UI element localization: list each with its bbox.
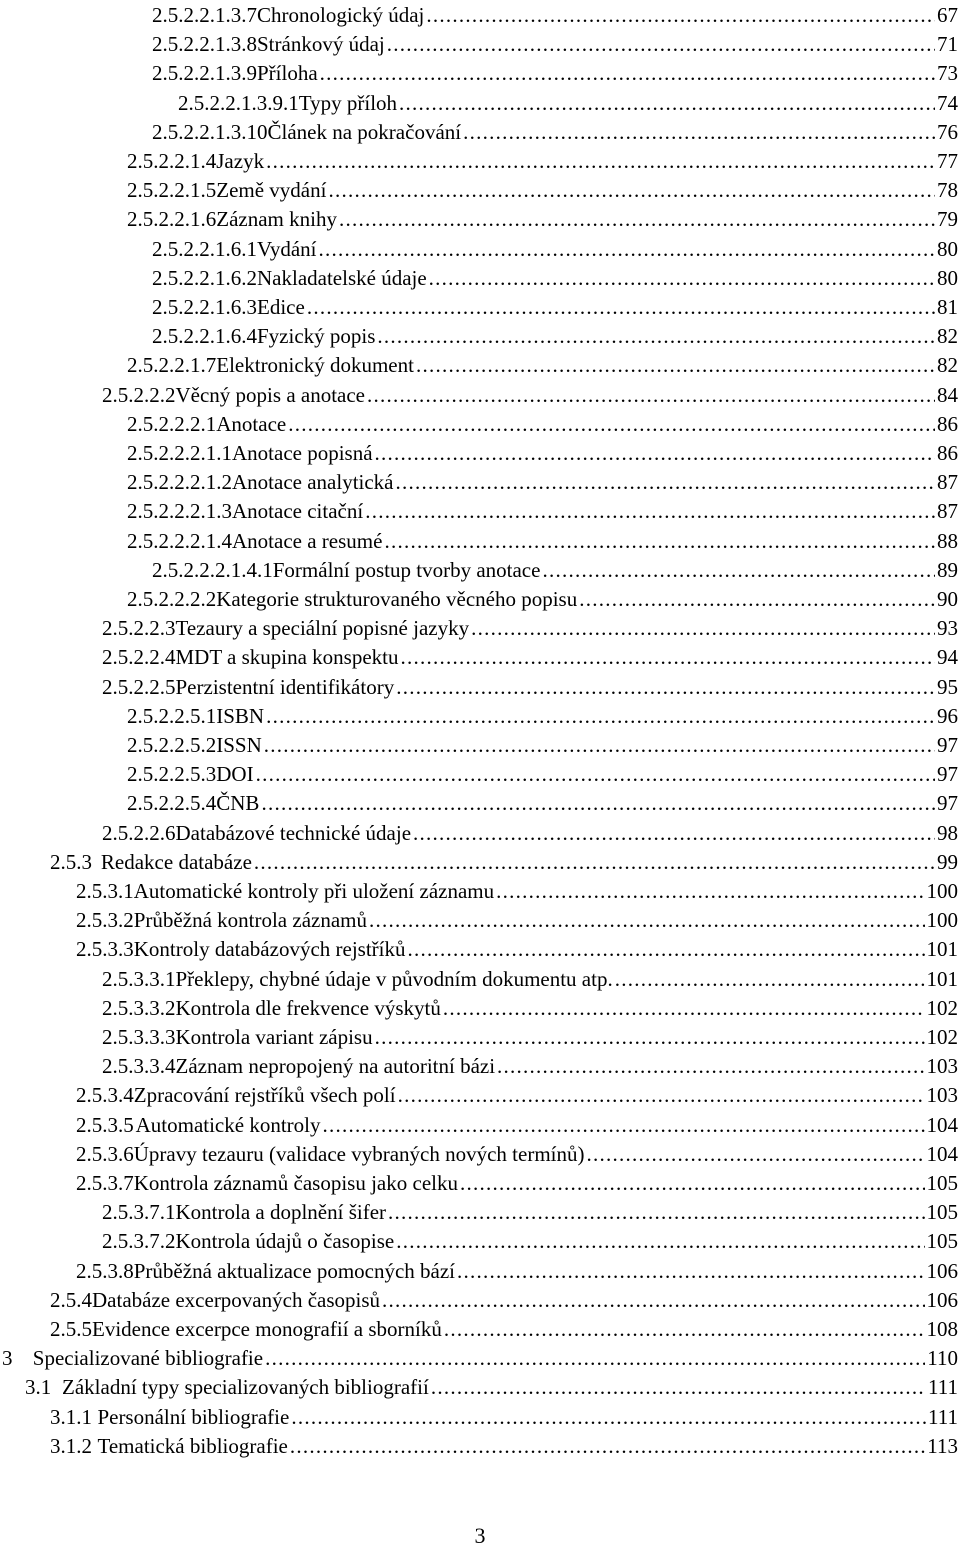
toc-entry-title: Redakce databáze (100, 849, 252, 874)
toc-leader-dots (387, 29, 935, 59)
toc-entry-title: Článek na pokračování (267, 119, 462, 144)
toc-entry-page: 104 (926, 1141, 958, 1166)
toc-entry (50, 1431, 958, 1461)
toc-entry-page: 99 (937, 849, 958, 874)
toc-entry-number: 2.5.2.2.6 (102, 820, 176, 845)
toc-entry-number: 2.5.2.2.2.1.4.1 (152, 557, 273, 582)
toc-entry (127, 467, 958, 497)
toc-entry (25, 1372, 958, 1402)
toc-entry-number: 2.5.3.6 (76, 1141, 134, 1166)
toc-entry (102, 380, 958, 410)
toc-entry-number: 2.5.2.2.1.7 (127, 353, 217, 378)
toc-entry-title: Anotace analytická (232, 470, 394, 495)
toc-entry (127, 759, 958, 789)
toc-entry-number: 2.5.3.7 (76, 1171, 134, 1195)
toc-leader-dots (496, 876, 924, 906)
toc-leader-dots (416, 350, 935, 380)
toc-entry-number: 2.5.2.2.5 (102, 674, 176, 699)
toc-entry-page: 87 (937, 499, 958, 524)
toc-entry-number: 2.5.2.2.2.1.1 (127, 441, 232, 465)
toc-entry (127, 730, 958, 760)
toc-entry-title: Kontroly databázových rejstříků (133, 937, 406, 962)
toc-entry-number: 2.5.2.2.5.1 (127, 703, 217, 728)
toc-leader-dots (320, 58, 935, 88)
toc-entry (76, 1168, 958, 1198)
toc-entry (76, 1080, 958, 1110)
toc-entry-title: Databáze excerpovaných časopisů (92, 1287, 381, 1312)
toc-entry (76, 1139, 958, 1169)
toc-entry-title: Personální bibliografie (97, 1404, 290, 1429)
toc-leader-dots (264, 730, 935, 760)
toc-entry-page: 74 (937, 90, 958, 115)
toc-leader-dots (542, 555, 935, 585)
toc-entry-page: 87 (937, 470, 958, 495)
toc-leader-dots (375, 438, 935, 468)
toc-entry-page: 86 (937, 441, 958, 465)
toc-entry-page: 79 (937, 207, 958, 232)
toc-entry-title: Země vydání (216, 178, 327, 203)
toc-entry (152, 321, 958, 351)
toc-entry-page: 82 (937, 324, 958, 349)
toc-leader-dots (444, 1314, 925, 1344)
toc-entry-title: Evidence excerpce monografií a sborníků (92, 1317, 442, 1341)
toc-entry-title: Kontrola dle frekvence výskytů (175, 995, 441, 1020)
toc-entry-page: 101 (926, 966, 958, 991)
toc-entry-page: 113 (927, 1433, 958, 1458)
toc-entry-title: Kontrola údajů o časopise (175, 1229, 395, 1254)
toc-entry-title: Stránkový údaj (257, 32, 385, 57)
toc-entry (102, 672, 958, 702)
toc-entry (2, 1343, 958, 1373)
toc-entry-page: 97 (937, 791, 958, 816)
toc-entry-title: Kontrola záznamů časopisu jako celku (133, 1171, 458, 1195)
toc-entry-number: 3.1.2 (50, 1433, 92, 1458)
toc-entry (102, 1051, 958, 1081)
toc-entry-page: 81 (937, 295, 958, 319)
toc-entry (127, 526, 958, 556)
toc-entry-page: 110 (927, 1346, 958, 1371)
toc-entry (50, 1314, 958, 1344)
toc-entry-number: 2.5.3.3.2 (102, 995, 176, 1020)
toc-entry-page: 102 (926, 1025, 958, 1049)
toc-entry (152, 292, 958, 322)
toc-entry-number: 2.5.2.2.1.6.3 (152, 295, 257, 319)
toc-entry (152, 234, 958, 264)
toc-leader-dots (429, 263, 935, 293)
toc-leader-dots (254, 847, 935, 877)
toc-leader-dots (396, 672, 935, 702)
toc-entry-number: 2.5.5 (50, 1317, 92, 1341)
toc-leader-dots (399, 88, 935, 118)
toc-entry (178, 88, 958, 118)
toc-entry-title: Záznam knihy (216, 207, 337, 232)
toc-leader-dots (388, 1197, 924, 1227)
toc-leader-dots (413, 818, 935, 848)
toc-leader-dots (291, 1402, 926, 1432)
toc-entry-page: 106 (926, 1287, 958, 1312)
toc-leader-dots (443, 993, 925, 1023)
toc-entry-title: Typy příloh (298, 90, 398, 115)
toc-leader-dots (307, 292, 935, 322)
toc-entry-title: Zpracování rejstříků všech polí (133, 1083, 396, 1108)
toc-entry-page: 98 (937, 820, 958, 845)
toc-entry-page: 100 (926, 879, 958, 903)
toc-leader-dots (579, 584, 935, 614)
toc-entry-title: Průběžná kontrola záznamů (133, 908, 367, 933)
toc-entry-number: 3.1.1 (50, 1404, 92, 1429)
toc-entry-page: 82 (937, 353, 958, 378)
toc-entry (50, 1402, 958, 1432)
toc-entry-number: 2.5.2.2.1.6.4 (152, 324, 257, 349)
toc-entry-number: 3 (2, 1346, 13, 1371)
toc-entry-title: Jazyk (216, 149, 265, 173)
toc-entry-page: 105 (926, 1171, 958, 1195)
toc-entry (76, 905, 958, 935)
toc-entry (127, 584, 958, 614)
toc-entry (152, 58, 958, 88)
toc-entry-number: 2.5.2.2.4 (102, 645, 176, 670)
toc-entry-number: 2.5.3.7.1 (102, 1200, 176, 1225)
toc-leader-dots (471, 613, 935, 643)
toc-entry-title: DOI (216, 762, 254, 787)
toc-entry-page: 86 (937, 411, 958, 436)
toc-entry-number: 2.5.2.2.2.1.2 (127, 470, 232, 495)
toc-entry (127, 350, 958, 380)
toc-entry-number: 2.5.2.2.2.1.3 (127, 499, 232, 524)
toc-entry (76, 1256, 958, 1286)
toc-entry-number: 2.5.2.2.1.5 (127, 178, 217, 203)
toc-entry-page: 76 (937, 119, 958, 144)
toc-entry-page: 111 (928, 1375, 958, 1400)
toc-entry (152, 0, 958, 30)
toc-entry-title: Nakladatelské údaje (257, 265, 427, 290)
toc-entry-page: 97 (937, 733, 958, 757)
toc-entry (127, 175, 958, 205)
toc-entry (102, 1226, 958, 1256)
toc-leader-dots (426, 0, 935, 30)
toc-entry-title: Kontrola variant zápisu (175, 1025, 373, 1049)
toc-entry (76, 1110, 958, 1140)
toc-leader-dots (288, 409, 935, 439)
toc-entry-page: 77 (937, 149, 958, 173)
toc-entry-title: Specializované bibliografie (32, 1346, 264, 1371)
toc-entry (102, 818, 958, 848)
toc-entry (127, 701, 958, 731)
toc-entry-title: Formální postup tvorby anotace (272, 557, 541, 582)
toc-entry-page: 108 (926, 1317, 958, 1341)
toc-entry (102, 964, 958, 994)
toc-leader-dots (497, 1051, 924, 1081)
toc-entry (127, 146, 958, 176)
toc-entry-title: Vydání (257, 236, 317, 261)
toc-entry-title: MDT a skupina konspektu (175, 645, 399, 670)
toc-entry-number: 2.5.2.2.3 (102, 616, 176, 641)
toc-entry-title: Věcný popis a anotace (175, 382, 366, 407)
toc-entry (127, 438, 958, 468)
toc-entry-number: 2.5.2.2.2 (102, 382, 176, 407)
toc-entry (102, 1022, 958, 1052)
toc-entry (102, 613, 958, 643)
toc-entry (102, 993, 958, 1023)
toc-entry-title: Chronologický údaj (257, 3, 425, 27)
toc-leader-dots (290, 1431, 925, 1461)
toc-leader-dots (319, 234, 936, 264)
toc-entry-number: 2.5.2.2.1.6 (127, 207, 217, 232)
toc-entry-page: 84 (937, 382, 958, 407)
toc-entry-number: 2.5.2.2.1.3.9.1 (178, 90, 299, 115)
toc-entry-number: 2.5.3.7.2 (102, 1229, 176, 1254)
toc-leader-dots (460, 1168, 925, 1198)
toc-entry-number: 2.5.2.2.2.1 (127, 411, 217, 436)
toc-entry-page: 93 (937, 616, 958, 641)
toc-entry (102, 642, 958, 672)
toc-leader-dots (463, 117, 935, 147)
toc-leader-dots (266, 701, 935, 731)
toc-entry (127, 496, 958, 526)
toc-leader-dots (328, 175, 935, 205)
toc-entry-title: Anotace popisná (232, 441, 373, 465)
toc-leader-dots (396, 1226, 924, 1256)
toc-entry-number: 2.5.3 (50, 849, 92, 874)
toc-entry-number: 2.5.2.2.2.1.4 (127, 528, 232, 553)
toc-entry (127, 788, 958, 818)
toc-entry-number: 2.5.3.1 (76, 879, 134, 903)
toc-leader-dots (265, 1343, 925, 1373)
toc-entry-title: Překlepy, chybné údaje v původním dokumentu atp. (175, 966, 613, 991)
toc-leader-dots (586, 1139, 924, 1169)
toc-entry-number: 2.5.3.2 (76, 908, 134, 933)
toc-entry-page: 78 (937, 178, 958, 203)
toc-entry-page: 103 (926, 1054, 958, 1079)
toc-entry-number: 2.5.2.2.1.3.9 (152, 61, 257, 86)
toc-entry (152, 555, 958, 585)
toc-entry-number: 2.5.3.4 (76, 1083, 134, 1108)
toc-entry-number: 3.1 (25, 1375, 52, 1400)
toc-entry-number: 2.5.3.5 (76, 1112, 134, 1137)
toc-leader-dots (365, 496, 935, 526)
toc-entry-title: ISBN (216, 703, 265, 728)
toc-entry-title: Automatické kontroly při uložení záznamu (133, 879, 495, 903)
toc-entry-title: Anotace a resumé (232, 528, 383, 553)
toc-entry-page: 95 (937, 674, 958, 699)
toc-leader-dots (377, 321, 935, 351)
toc-entry-page: 104 (926, 1112, 958, 1137)
toc-entry-page: 101 (926, 937, 958, 962)
toc-entry-number: 2.5.2.2.1.3.8 (152, 32, 257, 57)
toc-entry-number: 2.5.2.2.5.3 (127, 762, 217, 787)
toc-entry (76, 934, 958, 964)
toc-entry-number: 2.5.3.3.1 (102, 966, 176, 991)
toc-entry-number: 2.5.2.2.2.2 (127, 587, 217, 611)
toc-entry-title: Databázové technické údaje (175, 820, 412, 845)
toc-leader-dots (367, 380, 935, 410)
toc-leader-dots (375, 1022, 925, 1052)
toc-leader-dots (396, 467, 936, 497)
toc-entry-number: 2.5.2.2.1.4 (127, 149, 217, 173)
toc-entry (50, 1285, 958, 1315)
toc-entry (102, 1197, 958, 1227)
toc-entry-title: Kontrola a doplnění šifer (175, 1200, 387, 1225)
toc-leader-dots (408, 934, 925, 964)
toc-entry-number: 2.5.3.3.3 (102, 1025, 176, 1049)
toc-entry-title: Úpravy tezauru (validace vybraných nových termínů) (133, 1141, 585, 1166)
toc-leader-dots (384, 526, 935, 556)
toc-leader-dots (369, 905, 925, 935)
toc-entry-page: 105 (926, 1229, 958, 1254)
toc-entry-number: 2.5.2.2.1.6.1 (152, 236, 257, 261)
toc-entry-number: 2.5.3.8 (76, 1258, 134, 1283)
toc-entry-page: 111 (928, 1404, 958, 1429)
toc-entry-page: 88 (937, 528, 958, 553)
toc-entry-page: 90 (937, 587, 958, 611)
toc-entry-number: 2.5.4 (50, 1287, 92, 1312)
toc-entry (152, 117, 958, 147)
toc-entry (50, 847, 958, 877)
toc-entry-number: 2.5.2.2.1.6.2 (152, 265, 257, 290)
toc-entry-number: 2.5.3.3.4 (102, 1054, 176, 1079)
toc-leader-dots (256, 759, 935, 789)
toc-entry-title: Základní typy specializovaných bibliografií (62, 1375, 429, 1400)
toc-entry-page: 80 (937, 236, 958, 261)
toc-entry-page: 89 (937, 557, 958, 582)
toc-entry (127, 204, 958, 234)
toc-entry-title: ISSN (216, 733, 262, 757)
toc-entry-title: ČNB (216, 791, 260, 816)
toc-leader-dots (398, 1080, 925, 1110)
toc-entry-title: Anotace citační (232, 499, 364, 524)
toc-entry (152, 263, 958, 293)
toc-entry-title: Průběžná aktualizace pomocných bází (133, 1258, 456, 1283)
toc-entry-title: Fyzický popis (257, 324, 376, 349)
toc-entry-page: 67 (937, 3, 958, 27)
toc-entry-page: 102 (926, 995, 958, 1020)
toc-entry-page: 106 (926, 1258, 958, 1283)
toc-entry-title: Perzistentní identifikátory (175, 674, 395, 699)
toc-entry (152, 29, 958, 59)
toc-leader-dots (323, 1110, 925, 1140)
toc-entry-title: Tematická bibliografie (97, 1433, 288, 1458)
toc-leader-dots (382, 1285, 924, 1315)
toc-entry-title: Elektronický dokument (216, 353, 414, 378)
toc-entry-title: Záznam nepropojený na autoritní bázi (175, 1054, 496, 1079)
toc-entry-title: Tezaury a speciální popisné jazyky (175, 616, 470, 641)
toc-entry-page: 105 (926, 1200, 958, 1225)
page-number: 3 (474, 1523, 486, 1548)
toc-leader-dots (615, 964, 925, 994)
toc-entry (76, 876, 958, 906)
toc-entry-title: Edice (257, 295, 305, 319)
toc-entry-page: 103 (926, 1083, 958, 1108)
toc-leader-dots (261, 788, 935, 818)
toc-entry-number: 2.5.2.2.5.2 (127, 733, 217, 757)
toc-leader-dots (431, 1372, 926, 1402)
toc-entry-page: 73 (937, 61, 958, 86)
toc-entry-page: 71 (937, 32, 958, 57)
toc-leader-dots (401, 642, 935, 672)
toc-entry-title: Kategorie strukturovaného věcného popisu (216, 587, 578, 611)
toc-entry-page: 80 (937, 265, 958, 290)
toc-entry (127, 409, 958, 439)
toc-leader-dots (339, 204, 935, 234)
toc-leader-dots (457, 1256, 924, 1286)
toc-entry-page: 97 (937, 762, 958, 787)
toc-entry-number: 2.5.2.2.1.3.10 (152, 119, 268, 144)
toc-entry-page: 100 (926, 908, 958, 933)
toc-entry-number: 2.5.3.3 (76, 937, 134, 962)
toc-entry-title: Anotace (216, 411, 287, 436)
toc-entry-title: Příloha (257, 61, 318, 86)
toc-entry-title: Automatické kontroly (135, 1112, 321, 1137)
toc-entry-page: 94 (937, 645, 958, 670)
toc-entry-page: 96 (937, 703, 958, 728)
toc-entry-number: 2.5.2.2.5.4 (127, 791, 217, 816)
toc-leader-dots (266, 146, 935, 176)
toc-entry-number: 2.5.2.2.1.3.7 (152, 3, 257, 27)
